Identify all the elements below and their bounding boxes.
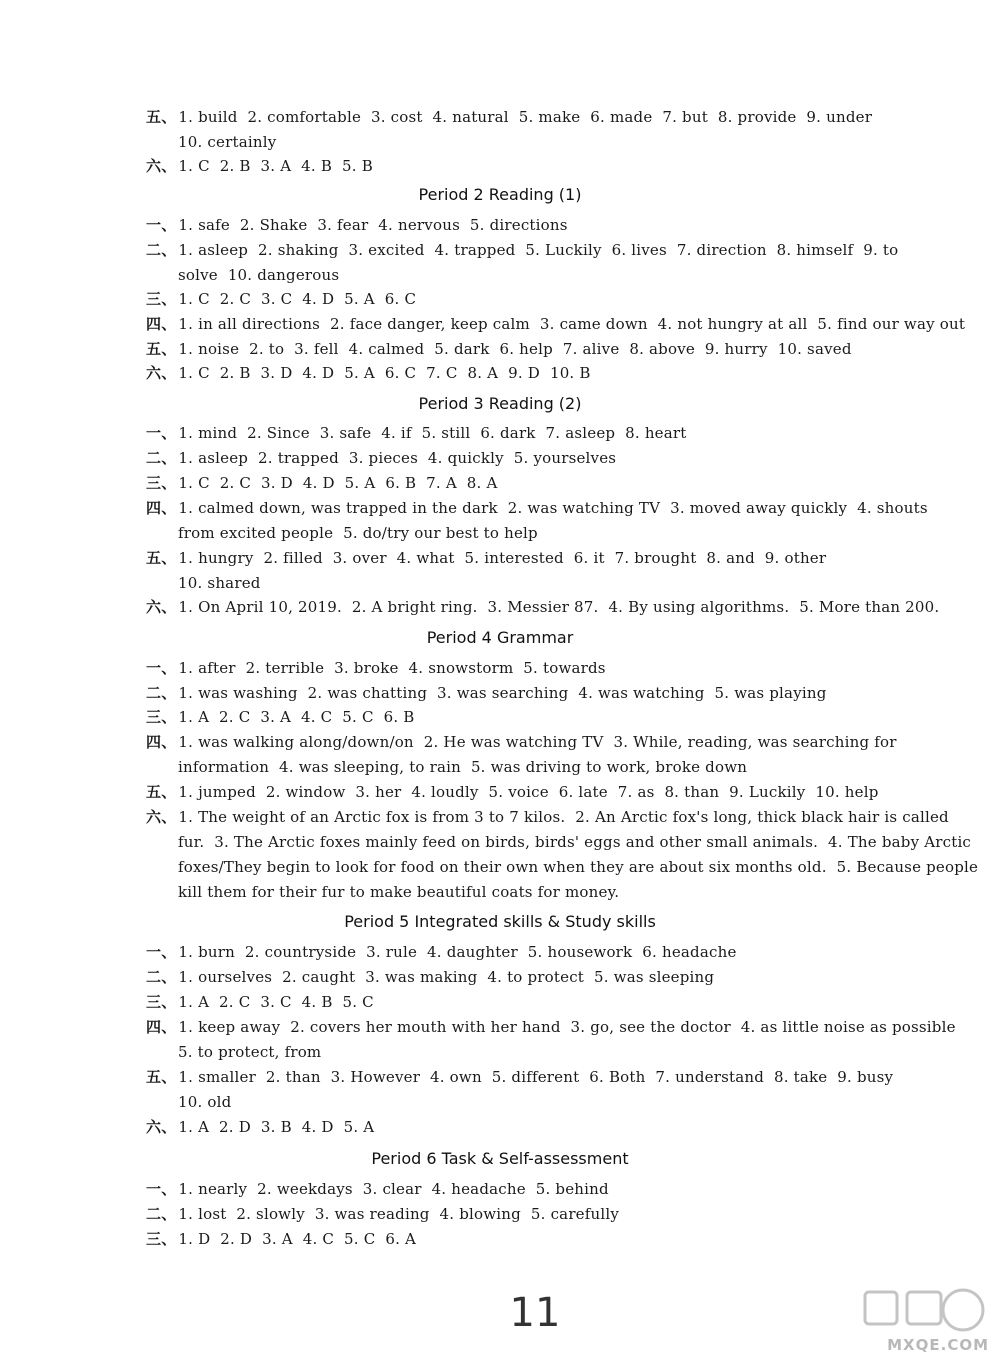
period-heading: Period 2 Reading (1) bbox=[418, 185, 582, 204]
answer-line bbox=[146, 1179, 946, 1199]
answer-line bbox=[146, 1229, 946, 1249]
section-number: 二、 bbox=[146, 241, 177, 259]
section-number: 一、 bbox=[146, 216, 177, 234]
answer-text: 1. A 2. C 3. C 4. B 5. C bbox=[178, 993, 374, 1011]
period-heading: Period 5 Integrated skills & Study skills bbox=[344, 912, 656, 931]
answer-text: 1. asleep 2. trapped 3. pieces 4. quickly 5. yourselves bbox=[178, 449, 617, 467]
answer-line bbox=[146, 156, 946, 176]
section-number: 一、 bbox=[146, 424, 177, 442]
answer-text: 1. asleep 2. shaking 3. excited 4. trapped 5. Luckily 6. lives 7. direction 8. himself 9. to bbox=[178, 241, 899, 259]
answer-line-continued bbox=[178, 132, 978, 152]
section-number: 一、 bbox=[146, 659, 177, 677]
answer-text: 1. after 2. terrible 3. broke 4. snowstorm 5. towards bbox=[178, 659, 606, 677]
answer-text: 1. C 2. C 3. D 4. D 5. A 6. B 7. A 8. A bbox=[178, 474, 498, 492]
answer-text: 1. was walking along/down/on 2. He was watching TV 3. While, reading, was searching for bbox=[178, 733, 897, 751]
answer-text: 10. certainly bbox=[178, 133, 277, 151]
section-number: 三、 bbox=[146, 474, 177, 492]
answer-text: 5. to protect, from bbox=[178, 1043, 322, 1061]
section-number: 一、 bbox=[146, 943, 177, 961]
section-number: 六、 bbox=[146, 1118, 177, 1136]
answer-text: 1. jumped 2. window 3. her 4. loudly 5. voice 6. late 7. as 8. than 9. Luckily 10. help bbox=[178, 783, 879, 801]
answer-text: 1. lost 2. slowly 3. was reading 4. blowing 5. carefully bbox=[178, 1205, 620, 1223]
answer-text: 1. C 2. B 3. D 4. D 5. A 6. C 7. C 8. A 9. D 10. B bbox=[178, 364, 591, 382]
answer-text: 1. burn 2. countryside 3. rule 4. daughter 5. housework 6. headache bbox=[178, 943, 737, 961]
section-number: 二、 bbox=[146, 968, 177, 986]
section-number: 四、 bbox=[146, 1018, 177, 1036]
answer-line bbox=[146, 215, 946, 235]
answer-text: 1. The weight of an Arctic fox is from 3 to 7 kilos. 2. An Arctic fox's long, thick black hair is called bbox=[178, 808, 949, 826]
answer-line-continued bbox=[178, 757, 978, 777]
answer-text: 1. C 2. B 3. A 4. B 5. B bbox=[178, 157, 373, 175]
answer-line bbox=[146, 1067, 946, 1087]
answer-text: 1. keep away 2. covers her mouth with her hand 3. go, see the doctor 4. as little noise as possible bbox=[178, 1018, 956, 1036]
answer-line bbox=[146, 339, 946, 359]
section-number: 四、 bbox=[146, 499, 177, 517]
answer-text: 10. shared bbox=[178, 574, 261, 592]
answer-line bbox=[146, 548, 946, 568]
answer-line bbox=[146, 807, 949, 827]
answer-line bbox=[146, 1204, 946, 1224]
answer-line bbox=[146, 363, 946, 383]
page-number: 11 bbox=[509, 1290, 561, 1336]
answer-text: 1. smaller 2. than 3. However 4. own 5. different 6. Both 7. understand 8. take 9. busy bbox=[178, 1068, 894, 1086]
answer-text: 1. was washing 2. was chatting 3. was searching 4. was watching 5. was playing bbox=[178, 684, 827, 702]
section-number: 三、 bbox=[146, 290, 177, 308]
section-number: 五、 bbox=[146, 108, 177, 126]
answer-text: foxes/They begin to look for food on their own when they are about six months old. 5. Because people bbox=[178, 858, 979, 876]
answer-text: 1. A 2. D 3. B 4. D 5. A bbox=[178, 1118, 375, 1136]
answer-text: kill them for their fur to make beautiful coats for money. bbox=[178, 883, 620, 901]
answer-text: 1. safe 2. Shake 3. fear 4. nervous 5. directions bbox=[178, 216, 568, 234]
answer-line-continued bbox=[178, 832, 978, 852]
answer-line-continued bbox=[178, 1042, 978, 1062]
answer-text: 1. build 2. comfortable 3. cost 4. natural 5. make 6. made 7. but 8. provide 9. under bbox=[178, 108, 873, 126]
answer-line bbox=[146, 683, 946, 703]
period-heading: Period 6 Task & Self-assessment bbox=[371, 1149, 629, 1168]
section-number: 六、 bbox=[146, 598, 177, 616]
section-number: 六、 bbox=[146, 808, 177, 826]
answer-text: 1. nearly 2. weekdays 3. clear 4. headache 5. behind bbox=[178, 1180, 609, 1198]
section-number: 二、 bbox=[146, 684, 177, 702]
answer-line bbox=[146, 597, 946, 617]
answer-line-continued bbox=[178, 523, 978, 543]
answer-text: 1. in all directions 2. face danger, keep calm 3. came down 4. not hungry at all 5. find our way out bbox=[178, 315, 966, 333]
section-number: 一、 bbox=[146, 1180, 177, 1198]
answer-line bbox=[146, 498, 946, 518]
answer-text: 1. C 2. C 3. C 4. D 5. A 6. C bbox=[178, 290, 417, 308]
section-number: 四、 bbox=[146, 315, 177, 333]
answer-text: 1. ourselves 2. caught 3. was making 4. to protect 5. was sleeping bbox=[178, 968, 715, 986]
period-heading: Period 4 Grammar bbox=[426, 628, 574, 647]
period-heading: Period 3 Reading (2) bbox=[418, 394, 582, 413]
section-number: 二、 bbox=[146, 449, 177, 467]
answer-line bbox=[146, 423, 946, 443]
answer-line-continued bbox=[178, 1092, 978, 1112]
answer-text: 1. mind 2. Since 3. safe 4. if 5. still 6. dark 7. asleep 8. heart bbox=[178, 424, 687, 442]
answer-line bbox=[146, 240, 946, 260]
answer-line-continued bbox=[178, 265, 978, 285]
answer-line bbox=[146, 707, 946, 727]
answer-line bbox=[146, 1017, 956, 1037]
answer-text: information 4. was sleeping, to rain 5. was driving to work, broke down bbox=[178, 758, 748, 776]
answer-text: 10. old bbox=[178, 1093, 232, 1111]
answer-line-continued bbox=[178, 882, 978, 902]
answer-text: 1. noise 2. to 3. fell 4. calmed 5. dark 6. help 7. alive 8. above 9. hurry 10. saved bbox=[178, 340, 852, 358]
section-number: 三、 bbox=[146, 1230, 177, 1248]
answer-text: 1. hungry 2. filled 3. over 4. what 5. interested 6. it 7. brought 8. and 9. other bbox=[178, 549, 827, 567]
section-number: 六、 bbox=[146, 157, 177, 175]
section-number: 四、 bbox=[146, 733, 177, 751]
answer-line bbox=[146, 658, 946, 678]
answer-text: fur. 3. The Arctic foxes mainly feed on birds, birds' eggs and other small animals. 4. The baby Arctic bbox=[178, 833, 972, 851]
section-number: 三、 bbox=[146, 993, 177, 1011]
answer-line bbox=[146, 289, 946, 309]
section-number: 二、 bbox=[146, 1205, 177, 1223]
section-number: 五、 bbox=[146, 340, 177, 358]
section-number: 五、 bbox=[146, 1068, 177, 1086]
section-number: 三、 bbox=[146, 708, 177, 726]
answer-text: 1. A 2. C 3. A 4. C 5. C 6. B bbox=[178, 708, 415, 726]
answer-line bbox=[146, 782, 946, 802]
answer-line bbox=[146, 473, 946, 493]
answer-line bbox=[146, 992, 946, 1012]
section-number: 五、 bbox=[146, 783, 177, 801]
answer-text: 1. On April 10, 2019. 2. A bright ring. 3. Messier 87. 4. By using algorithms. 5. More than 200. bbox=[178, 598, 940, 616]
watermark bbox=[845, 1282, 995, 1360]
answer-line-continued bbox=[178, 573, 978, 593]
answer-line bbox=[146, 107, 946, 127]
answer-text: solve 10. dangerous bbox=[178, 266, 340, 284]
section-number: 五、 bbox=[146, 549, 177, 567]
answer-line bbox=[146, 448, 946, 468]
answer-line-continued bbox=[178, 857, 978, 877]
answer-line bbox=[146, 732, 946, 752]
answer-line bbox=[146, 314, 966, 334]
section-number: 六、 bbox=[146, 364, 177, 382]
answer-text: 1. D 2. D 3. A 4. C 5. C 6. A bbox=[178, 1230, 417, 1248]
answer-line bbox=[146, 967, 946, 987]
answer-line bbox=[146, 1117, 946, 1137]
answer-text: from excited people 5. do/try our best to help bbox=[178, 524, 538, 542]
watermark-text: MXQE.COM bbox=[887, 1336, 989, 1354]
answer-line bbox=[146, 942, 946, 962]
answer-text: 1. calmed down, was trapped in the dark 2. was watching TV 3. moved away quickly 4. shouts bbox=[178, 499, 928, 517]
